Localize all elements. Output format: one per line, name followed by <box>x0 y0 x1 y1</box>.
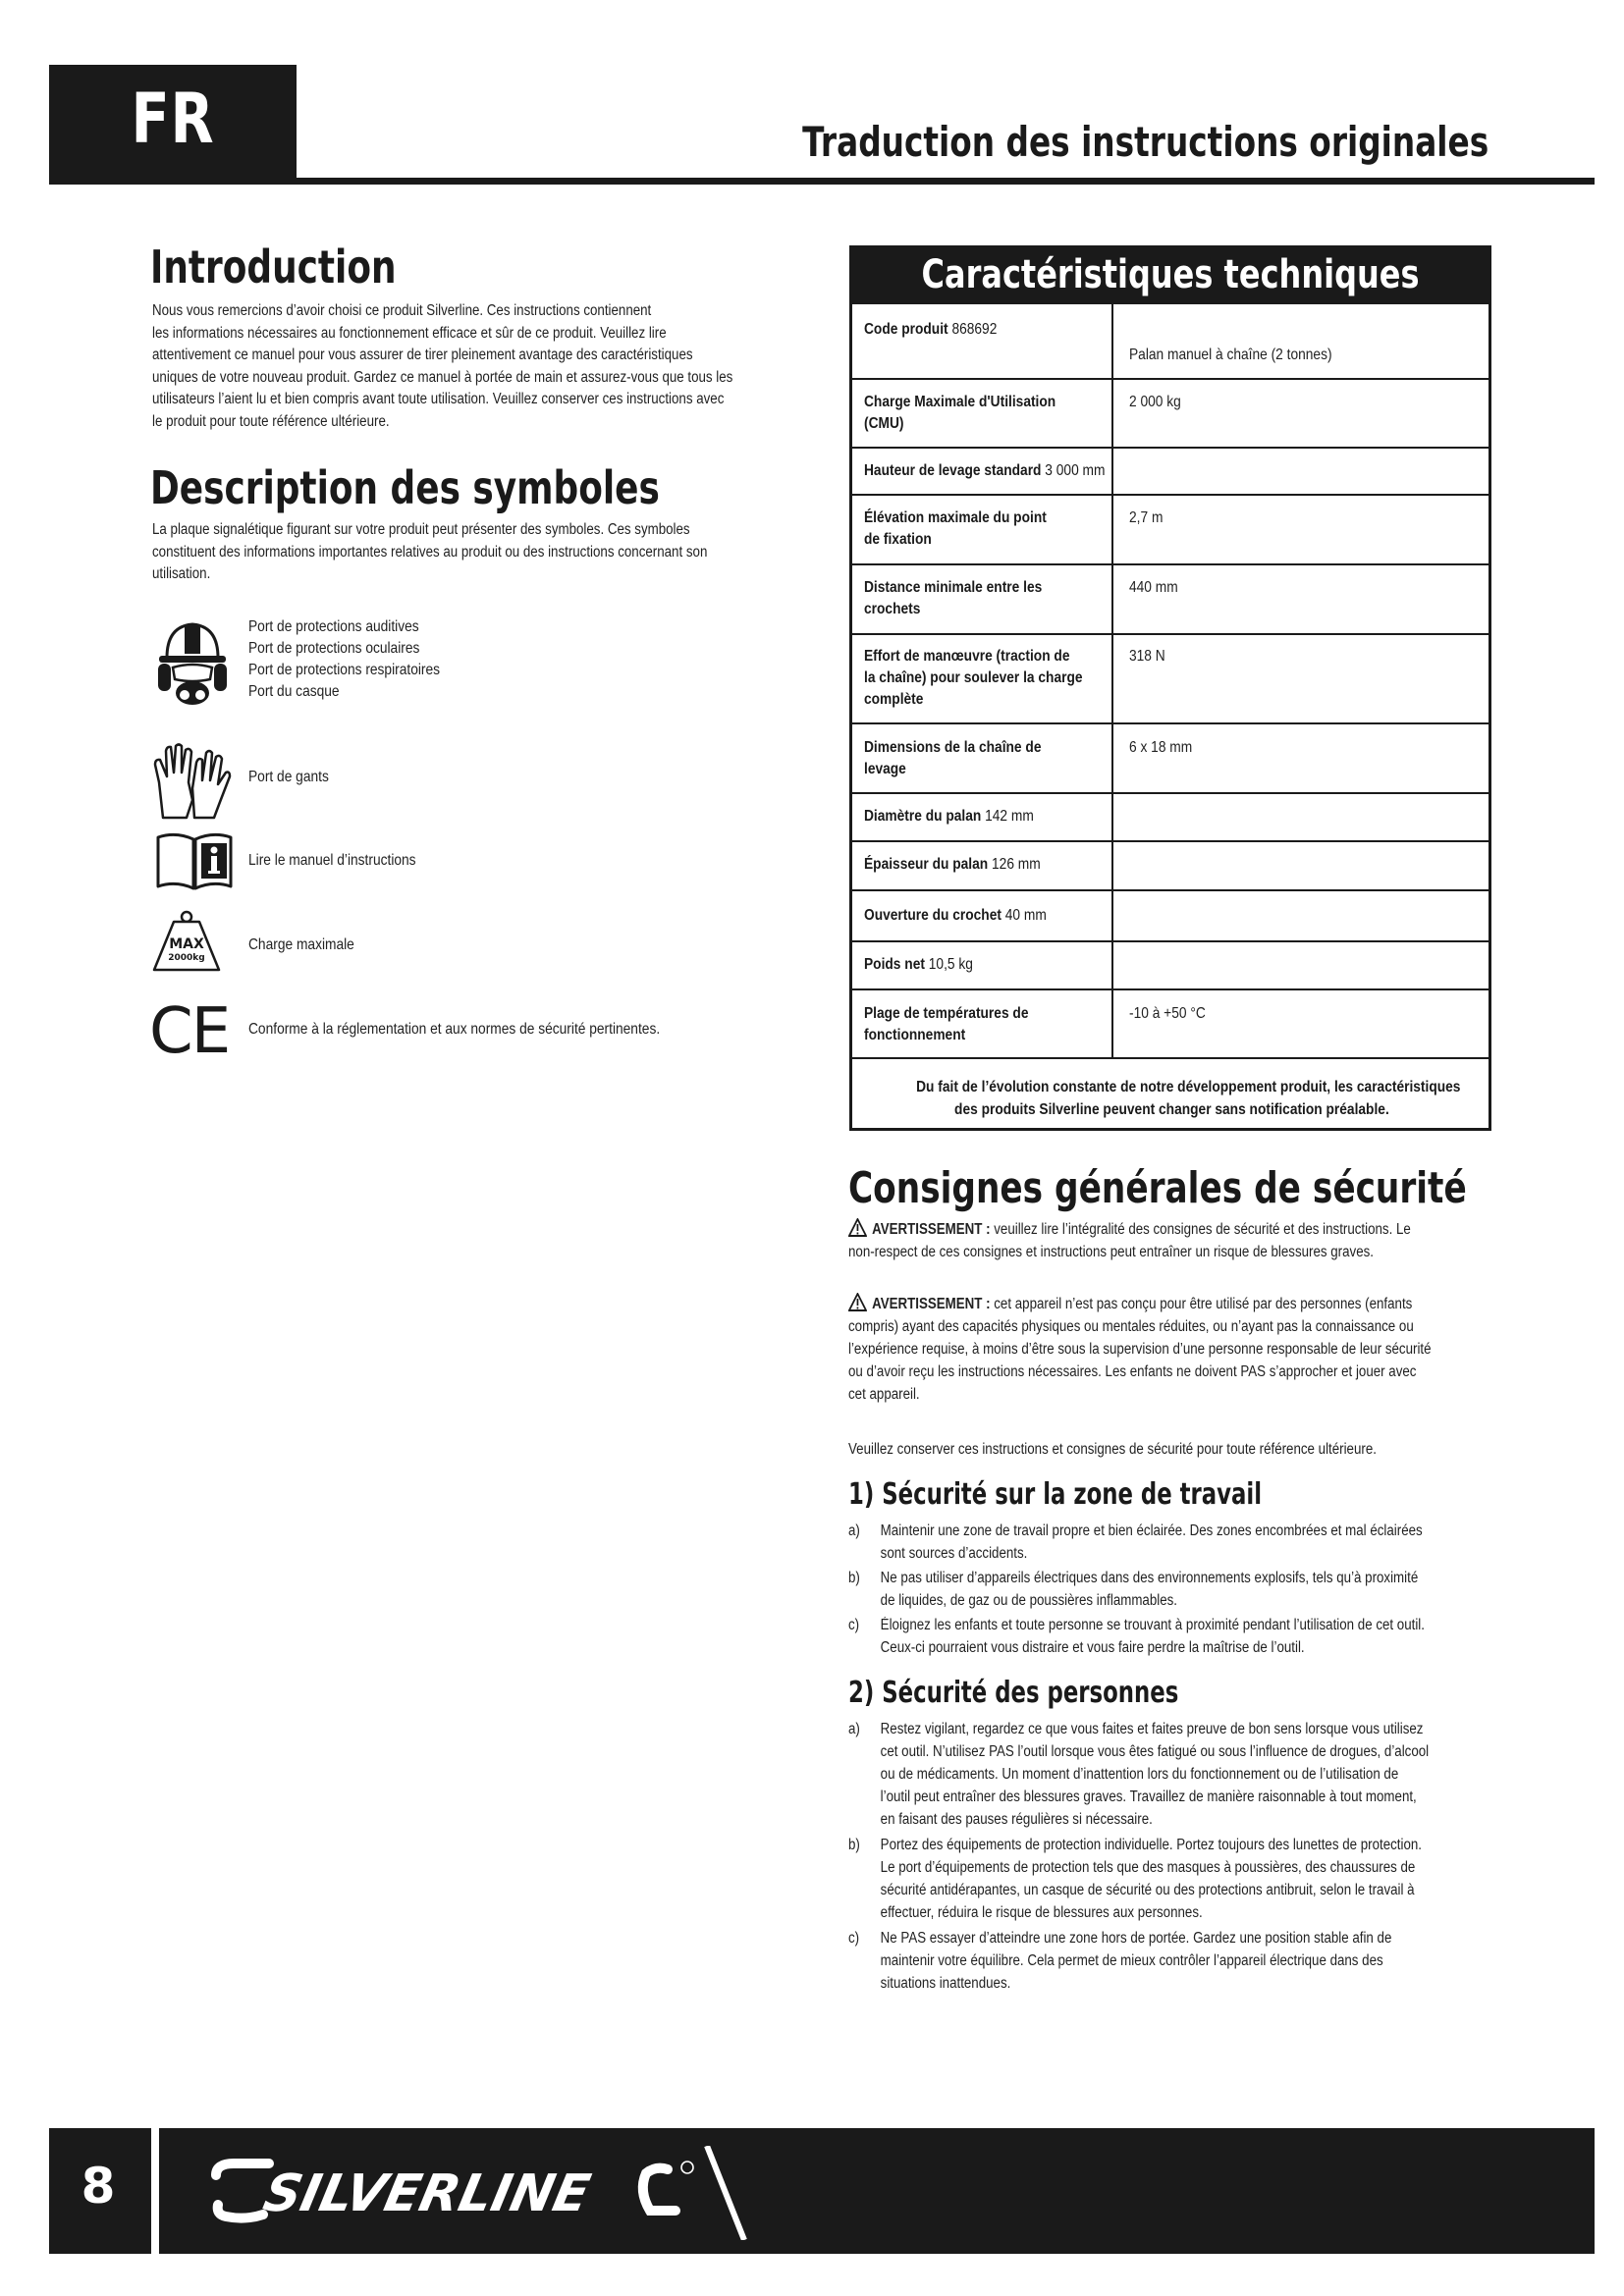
warning-text: cet appareil n’est pas conçu pour être utilisé par des personnes (enfants <box>990 1296 1413 1312</box>
list-item <box>848 1834 1490 1924</box>
spec-value: 6 x 18 mm <box>1129 739 1193 756</box>
spec-row <box>852 840 1489 889</box>
manual-description <box>248 850 416 872</box>
list-marker: c) <box>848 1617 860 1633</box>
spec-label: Élévation maximale du point de fixation <box>864 509 1047 548</box>
list-text: Ne PAS essayer d’atteindre une zone hors de portée. Gardez une position stable afin de <box>880 1930 1392 1947</box>
spec-row <box>852 940 1489 988</box>
gloves-line: Port de gants <box>248 769 329 785</box>
ppe-line: Port de protections auditives <box>248 618 419 635</box>
intro-line: utilisateurs l’aient lu et bien compris avant toute utilisation. Veuillez conserver ces instructions avec <box>152 391 725 407</box>
spec-row <box>852 889 1489 940</box>
spec-row <box>852 447 1489 494</box>
silverline-logo <box>206 2146 756 2245</box>
language-badge <box>49 65 297 185</box>
spec-label: Diamètre du palan 142 mm <box>864 808 1034 825</box>
spec-label: Plage de températures de fonctionnement <box>864 1005 1029 1043</box>
intro-heading: Introduction <box>150 240 397 294</box>
list-text: Ceux-ci pourraient vous distraire et vous faire perdre la maîtrise de l’outil. <box>880 1639 1305 1656</box>
spec-label: Poids net 10,5 kg <box>864 956 973 973</box>
section-1-heading: 1) Sécurité sur la zone de travail <box>848 1477 1263 1512</box>
warning-icon <box>848 1293 867 1311</box>
max-label: MAX <box>169 936 204 952</box>
spec-value: 2 000 kg <box>1129 394 1181 410</box>
ce-mark-icon: CE <box>149 995 230 1068</box>
spec-label: Épaisseur du palan 126 mm <box>864 856 1041 873</box>
spec-row <box>852 302 1489 378</box>
warning-text: non-respect de ces consignes et instructions peut entraîner un risque de blessures graves. <box>848 1244 1374 1260</box>
symbols-heading: Description des symboles <box>150 461 660 514</box>
warning-label: AVERTISSEMENT : <box>872 1296 991 1312</box>
spec-row <box>852 988 1489 1059</box>
manual-line: Lire le manuel d’instructions <box>248 852 416 869</box>
spec-row <box>852 722 1489 792</box>
max-load-description <box>248 934 354 956</box>
warning-2 <box>848 1293 1473 1406</box>
list-text: maintenir votre équilibre. Cela permet de mieux contrôler l’appareil électrique dans des <box>880 1952 1383 1969</box>
list-text: Le port d’équipements de protection tels que des masques à poussières, des chaussures de <box>880 1859 1416 1876</box>
spec-row <box>852 378 1489 447</box>
list-text: Portez des équipements de protection individuelle. Portez toujours des lunettes de protection. <box>880 1837 1422 1853</box>
symbols-line: utilisation. <box>152 565 211 582</box>
ppe-description <box>248 616 440 703</box>
ppe-line: Port du casque <box>248 683 340 700</box>
warning-text: ou d’avoir reçu les instructions nécessaires. Les enfants ne doivent PAS s’approcher et jouer avec <box>848 1363 1417 1380</box>
list-text: Restez vigilant, regardez ce que vous faites et faites preuve de bon sens lorsque vous utilisez <box>880 1721 1424 1737</box>
spec-value: -10 à +50 °C <box>1129 1005 1206 1022</box>
list-marker: a) <box>848 1721 860 1737</box>
ppe-icon <box>155 618 230 711</box>
symbols-line: La plaque signalétique figurant sur votre produit peut présenter des symboles. Ces symboles <box>152 521 690 538</box>
spec-label: Charge Maximale d'Utilisation (CMU) <box>864 394 1056 432</box>
specs-note-line: des produits Silverline peuvent changer sans notification préalable. <box>953 1101 1389 1118</box>
list-marker: c) <box>848 1930 860 1947</box>
ce-line: Conforme à la réglementation et aux normes de sécurité pertinentes. <box>248 1021 661 1038</box>
gloves-icon <box>149 743 232 822</box>
specs-note <box>872 1076 1471 1121</box>
header-rule <box>295 178 1595 185</box>
list-marker: a) <box>848 1522 860 1539</box>
list-text: cet outil. N’utilisez PAS l’outil lorsque vous êtes fatigué ou sous l’influence de drogues, d’alcool <box>880 1743 1430 1760</box>
spec-label: Dimensions de la chaîne de levage <box>864 739 1042 777</box>
ppe-line: Port de protections respiratoires <box>248 662 441 678</box>
list-item <box>848 1614 1490 1659</box>
intro-line: Nous vous remercions d’avoir choisi ce produit Silverline. Ces instructions contiennent <box>152 302 652 319</box>
list-text: sont sources d’accidents. <box>880 1545 1028 1562</box>
warning-text: cet appareil. <box>848 1386 920 1403</box>
list-text: Ne pas utiliser d’appareils électriques dans des environnements explosifs, tels qu’à proximité <box>880 1570 1419 1586</box>
silverline-logo-icon <box>206 2146 756 2240</box>
list-text: Maintenir une zone de travail propre et bien éclairée. Des zones encombrées et mal éclairées <box>880 1522 1423 1539</box>
warning-1 <box>848 1218 1473 1263</box>
max-load-icon <box>152 908 221 973</box>
spec-value: 2,7 m <box>1129 509 1164 526</box>
list-marker: b) <box>848 1570 860 1586</box>
warning-label: AVERTISSEMENT : <box>872 1221 991 1238</box>
footer-bar <box>49 2128 1595 2254</box>
spec-label-cell <box>852 304 1113 378</box>
specs-header <box>852 248 1489 302</box>
warning-text: l’expérience requise, à moins d’être sous la supervision d’une personne responsable de leur sécurité <box>848 1341 1432 1358</box>
warning-icon <box>848 1218 867 1237</box>
list-text: ou de médicaments. Un moment d’inattention lors du fonctionnement ou de l’utilisation de <box>880 1766 1399 1783</box>
spec-value: Palan manuel à chaîne (2 tonnes) <box>1129 347 1332 363</box>
spec-value: 440 mm <box>1129 579 1178 596</box>
spec-row <box>852 494 1489 563</box>
list-text: situations inattendues. <box>880 1975 1011 1992</box>
list-item <box>848 1927 1490 1995</box>
list-text: Éloignez les enfants et toute personne se trouvant à proximité pendant l’utilisation de cet outil. <box>880 1617 1425 1633</box>
spec-label: Effort de manœuvre (traction de la chaîne) pour soulever la charge complète <box>864 648 1083 708</box>
list-text: sécurité antidérapantes, un casque de sécurité ou des protections antibruit, selon le travail à <box>880 1882 1415 1898</box>
list-text: effectuer, réduira le risque de blessures aux personnes. <box>880 1904 1203 1921</box>
max-load-line: Charge maximale <box>248 936 354 953</box>
spec-label: Distance minimale entre les crochets <box>864 579 1043 617</box>
list-marker: b) <box>848 1837 860 1853</box>
list-text: de liquides, de gaz ou de poussières inflammables. <box>880 1592 1178 1609</box>
spec-row <box>852 792 1489 840</box>
max-weight: 2000kg <box>168 953 205 963</box>
ppe-line: Port de protections oculaires <box>248 640 420 657</box>
list-item <box>848 1567 1490 1612</box>
manual-icon <box>154 829 235 892</box>
footer-divider <box>151 2128 159 2254</box>
language-code: FR <box>131 79 215 159</box>
specs-note-line: Du fait de l’évolution constante de notre développement produit, les caractéristiques <box>916 1079 1461 1095</box>
spec-value: 318 N <box>1129 648 1165 665</box>
intro-paragraph <box>152 300 777 433</box>
list-item <box>848 1718 1490 1831</box>
list-item <box>848 1520 1490 1565</box>
warning-text: compris) ayant des capacités physiques ou mentales réduites, ou n’ayant pas la connaissance ou <box>848 1318 1414 1335</box>
spec-label: Code produit 868692 <box>864 321 998 338</box>
section-2-heading: 2) Sécurité des personnes <box>848 1676 1179 1710</box>
list-text: l’outil peut entraîner des blessures graves. Travaillez de manière raisonnable à tout moment, <box>880 1789 1417 1805</box>
intro-line: les informations nécessaires au fonctionnement efficace et sûr de ce produit. Veuillez lire <box>152 324 667 342</box>
spec-label: Ouverture du crochet 40 mm <box>864 907 1047 924</box>
specs-title: Caractéristiques techniques <box>921 252 1420 297</box>
page-title: Traduction des instructions originales <box>801 118 1489 166</box>
intro-line: attentivement ce manuel pour vous assurer de tirer pleinement avantage des caractéristiques <box>152 347 693 363</box>
page-number: 8 <box>81 2158 116 2215</box>
specs-table <box>849 245 1491 1131</box>
symbols-paragraph <box>152 519 777 586</box>
spec-row <box>852 563 1489 633</box>
safety-heading: Consignes générales de sécurité <box>848 1163 1467 1213</box>
intro-line: le produit pour toute référence ultérieure. <box>152 412 390 430</box>
logo-wordmark: SILVERLINE <box>258 2163 596 2223</box>
gloves-description <box>248 767 329 788</box>
ce-description <box>248 1019 660 1041</box>
symbols-line: constituent des informations importantes relatives au produit ou des instructions concernant son <box>152 543 708 561</box>
spec-row <box>852 633 1489 722</box>
warning-text: veuillez lire l’intégralité des consignes de sécurité et des instructions. Le <box>990 1221 1411 1238</box>
spec-label: Hauteur de levage standard 3 000 mm <box>864 462 1106 479</box>
intro-line: uniques de votre nouveau produit. Gardez ce manuel à portée de main et assurez-vous que tous les <box>152 368 733 386</box>
keep-instructions-note: Veuillez conserver ces instructions et consignes de sécurité pour toute référence ultérieure. <box>848 1441 1377 1458</box>
list-text: en faisant des pauses régulières si nécessaire. <box>880 1811 1153 1828</box>
